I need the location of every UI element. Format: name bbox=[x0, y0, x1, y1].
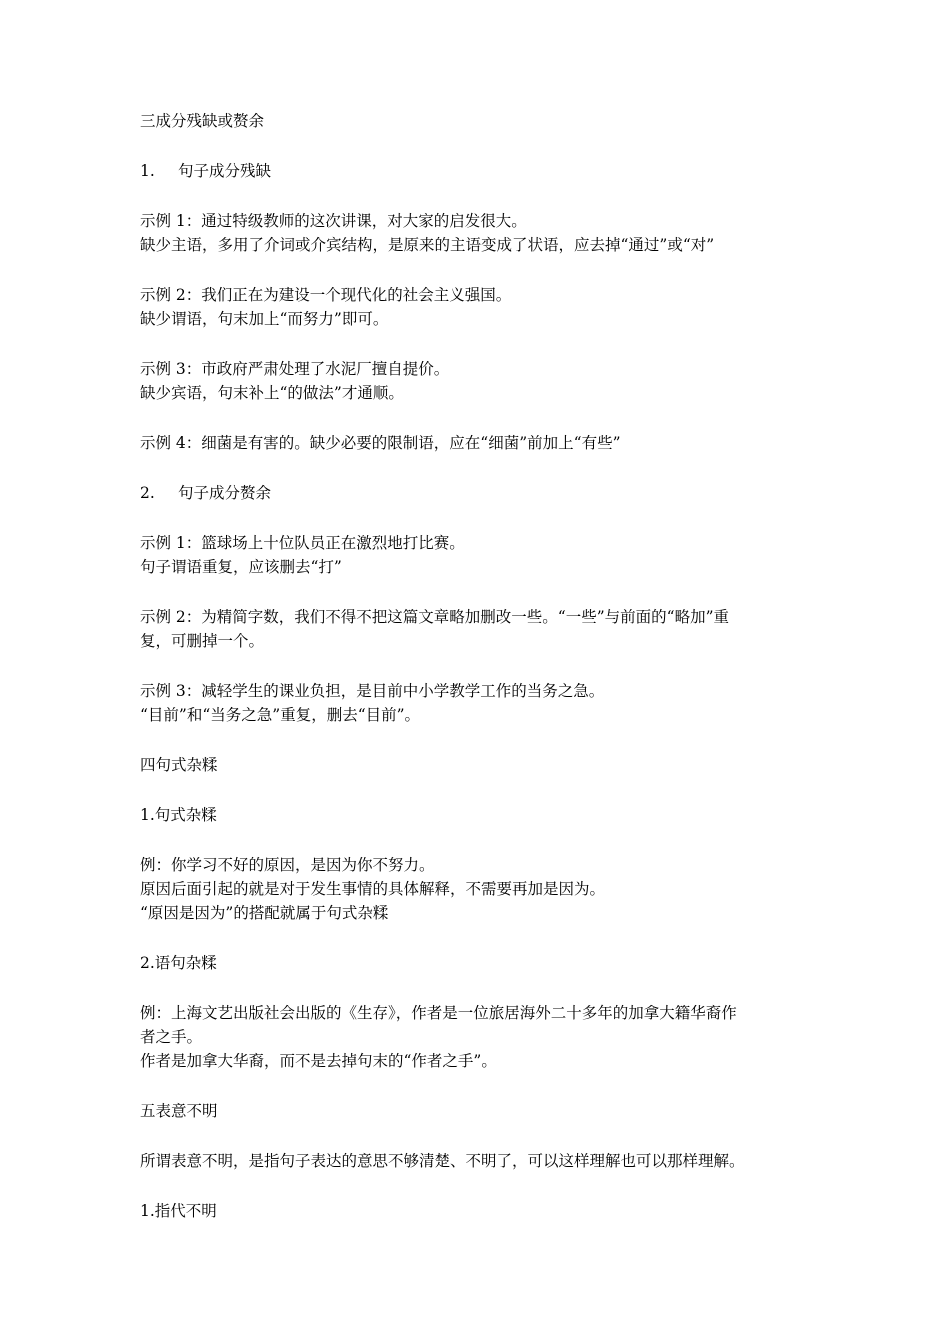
section-heading-4: 四句式杂糅 bbox=[140, 756, 218, 774]
subsection-heading-missing-components bbox=[140, 159, 830, 183]
example-text: 示例 1：篮球场上十位队员正在激烈地打比赛。 bbox=[140, 534, 465, 552]
example-text: 示例 3：减轻学生的课业负担，是目前中小学教学工作的当务之急。 bbox=[140, 682, 605, 700]
example-text: 示例 1：通过特级教师的这次讲课，对大家的启发很大。 bbox=[140, 212, 527, 230]
document-body bbox=[140, 109, 830, 1223]
subsection-heading-redundant-components bbox=[140, 481, 830, 505]
list-number: 2. bbox=[140, 484, 155, 502]
example-text-continued: 者之手。 bbox=[140, 1028, 203, 1046]
example-explanation: 原因后面引起的就是对于发生事情的具体解释，不需要再加是因为。 bbox=[140, 880, 606, 898]
example-explanation: 句子谓语重复，应该删去“打” bbox=[140, 558, 342, 576]
example-explanation: “原因是因为”的搭配就属于句式杂糅 bbox=[140, 904, 389, 922]
example-text-continued: 复，可删掉一个。 bbox=[140, 632, 265, 650]
example-text: 例：上海文艺出版社会出版的《生存》，作者是一位旅居海外二十多年的加拿大籍华裔作 bbox=[140, 1004, 737, 1022]
example-text: 示例 2：为精简字数，我们不得不把这篇文章略加删改一些。“一些”与前面的“略加”重 bbox=[140, 608, 729, 626]
example-text: 示例 4：细菌是有害的。缺少必要的限制语，应在“细菌”前加上“有些” bbox=[140, 434, 621, 452]
example-explanation: 缺少谓语，句末加上“而努力”即可。 bbox=[140, 310, 389, 328]
example-explanation: 作者是加拿大华裔，而不是去掉句末的“作者之手”。 bbox=[140, 1052, 497, 1070]
example-text: 例：你学习不好的原因，是因为你不努力。 bbox=[140, 856, 435, 874]
example-explanation: 缺少宾语，句末补上“的做法”才通顺。 bbox=[140, 384, 404, 402]
subsection-title: 句子成分残缺 bbox=[178, 162, 272, 180]
section-intro: 所谓表意不明，是指句子表达的意思不够清楚、不明了，可以这样理解也可以那样理解。 bbox=[140, 1152, 745, 1170]
subsection-heading-phrase-mix: 2.语句杂糅 bbox=[140, 954, 217, 972]
example-text: 示例 2：我们正在为建设一个现代化的社会主义强国。 bbox=[140, 286, 512, 304]
example-text: 示例 3：市政府严肃处理了水泥厂擅自提价。 bbox=[140, 360, 450, 378]
subsection-heading-sentence-mix: 1.句式杂糅 bbox=[140, 806, 217, 824]
subsection-title: 句子成分赘余 bbox=[178, 484, 272, 502]
subsection-heading-unclear-reference: 1.指代不明 bbox=[140, 1202, 217, 1220]
section-heading-5: 五表意不明 bbox=[140, 1102, 218, 1120]
section-heading-3: 三成分残缺或赘余 bbox=[140, 112, 265, 130]
example-explanation: 缺少主语，多用了介词或介宾结构，是原来的主语变成了状语，应去掉“通过”或“对” bbox=[140, 236, 715, 254]
list-number: 1. bbox=[140, 162, 155, 180]
example-explanation: “目前”和“当务之急”重复，删去“目前”。 bbox=[140, 706, 421, 724]
